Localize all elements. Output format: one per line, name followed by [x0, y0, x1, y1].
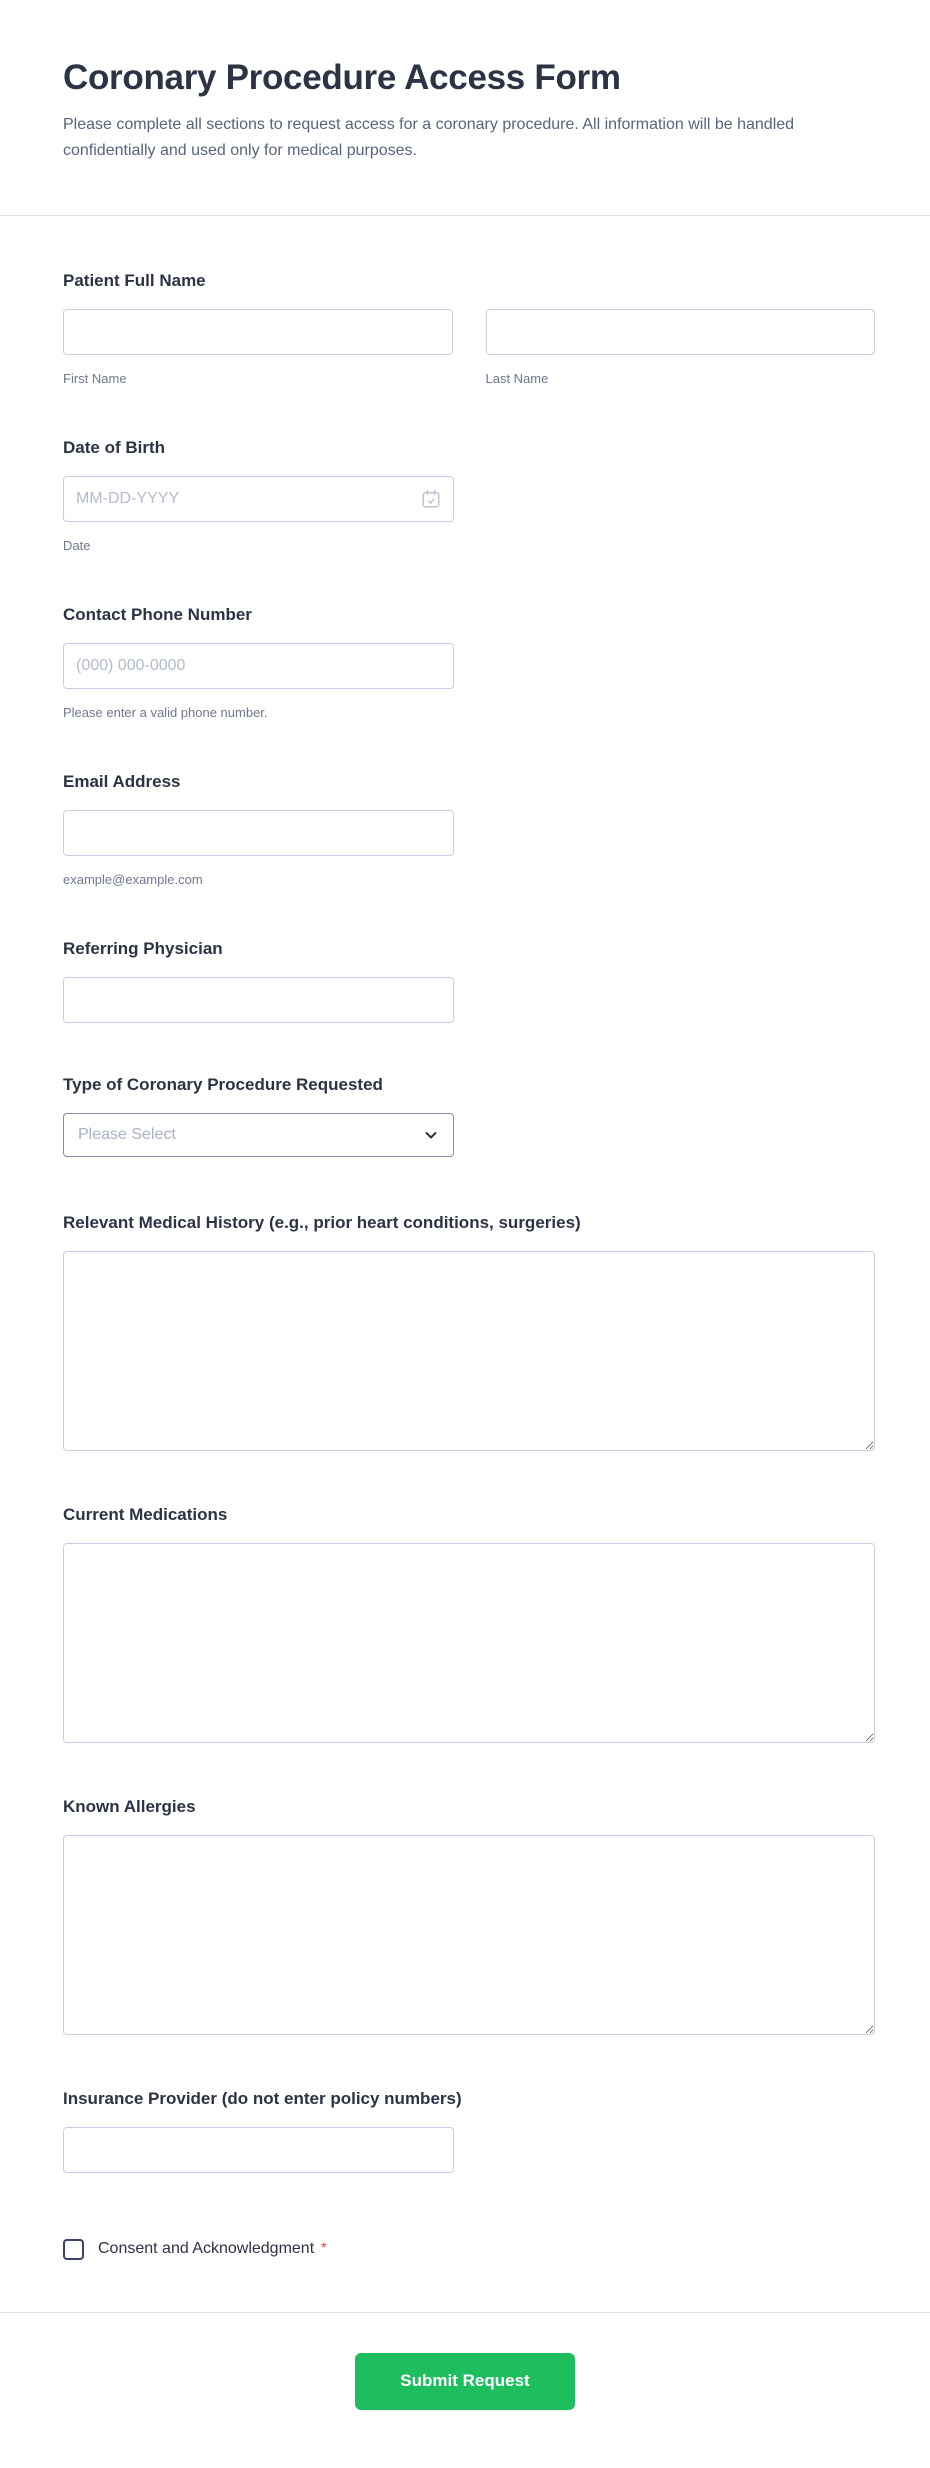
date-input-wrap — [63, 476, 454, 522]
chevron-down-icon — [423, 1127, 439, 1143]
phone-label: Contact Phone Number — [63, 604, 252, 624]
date-sublabel: Date — [63, 537, 91, 553]
field-insurance — [63, 2089, 875, 2173]
first-name-input[interactable] — [63, 309, 453, 355]
field-referring-physician — [63, 939, 875, 1023]
insurance-input[interactable] — [63, 2127, 454, 2173]
field-date-of-birth — [63, 438, 875, 553]
form-footer — [0, 2312, 930, 2462]
allergies-label: Known Allergies — [63, 1796, 196, 1816]
last-name-input[interactable] — [486, 309, 876, 355]
field-patient-name — [63, 271, 875, 386]
required-asterisk: * — [321, 2239, 327, 2256]
date-of-birth-label: Date of Birth — [63, 437, 165, 457]
field-phone — [63, 605, 875, 720]
form-header — [0, 0, 930, 216]
field-email — [63, 772, 875, 887]
name-row — [63, 309, 875, 386]
medical-history-label: Relevant Medical History (e.g., prior heart conditions, surgeries) — [63, 1212, 581, 1232]
form-description: Please complete all sections to request access for a coronary procedure. All information will be handled confidentially and used only for medical purposes. — [63, 116, 795, 160]
phone-sublabel: Please enter a valid phone number. — [63, 704, 268, 720]
medications-textarea[interactable] — [63, 1543, 875, 1743]
page-title: Coronary Procedure Access Form — [63, 58, 621, 97]
first-name-col — [63, 309, 453, 386]
last-name-sublabel: Last Name — [485, 370, 549, 386]
procedure-type-select[interactable] — [63, 1113, 454, 1157]
field-medications — [63, 1505, 875, 1743]
email-input[interactable] — [63, 810, 454, 856]
email-label: Email Address — [63, 771, 181, 791]
email-sublabel: example@example.com — [63, 871, 203, 887]
consent-checkbox[interactable] — [63, 2239, 84, 2260]
field-allergies — [63, 1797, 875, 2035]
calendar-check-icon[interactable] — [420, 488, 442, 510]
procedure-type-label: Type of Coronary Procedure Requested — [63, 1074, 383, 1094]
medications-label: Current Medications — [63, 1504, 228, 1524]
referring-physician-input[interactable] — [63, 977, 454, 1023]
allergies-textarea[interactable] — [63, 1835, 875, 2035]
form-body — [0, 216, 930, 2312]
field-procedure-type — [63, 1075, 875, 1157]
consent-row — [63, 2239, 875, 2312]
patient-name-label: Patient Full Name — [63, 270, 206, 290]
procedure-type-selected-value: Please Select — [78, 1125, 176, 1143]
insurance-label: Insurance Provider (do not enter policy numbers) — [63, 2088, 462, 2108]
consent-label: Consent and Acknowledgment — [98, 2240, 315, 2258]
last-name-col — [486, 309, 876, 386]
first-name-sublabel: First Name — [63, 370, 127, 386]
date-of-birth-input[interactable] — [63, 476, 454, 522]
medical-history-textarea[interactable] — [63, 1251, 875, 1451]
phone-input[interactable] — [63, 643, 454, 689]
submit-request-button[interactable]: Submit Request — [355, 2353, 575, 2410]
field-medical-history — [63, 1213, 875, 1451]
referring-physician-label: Referring Physician — [63, 938, 223, 958]
